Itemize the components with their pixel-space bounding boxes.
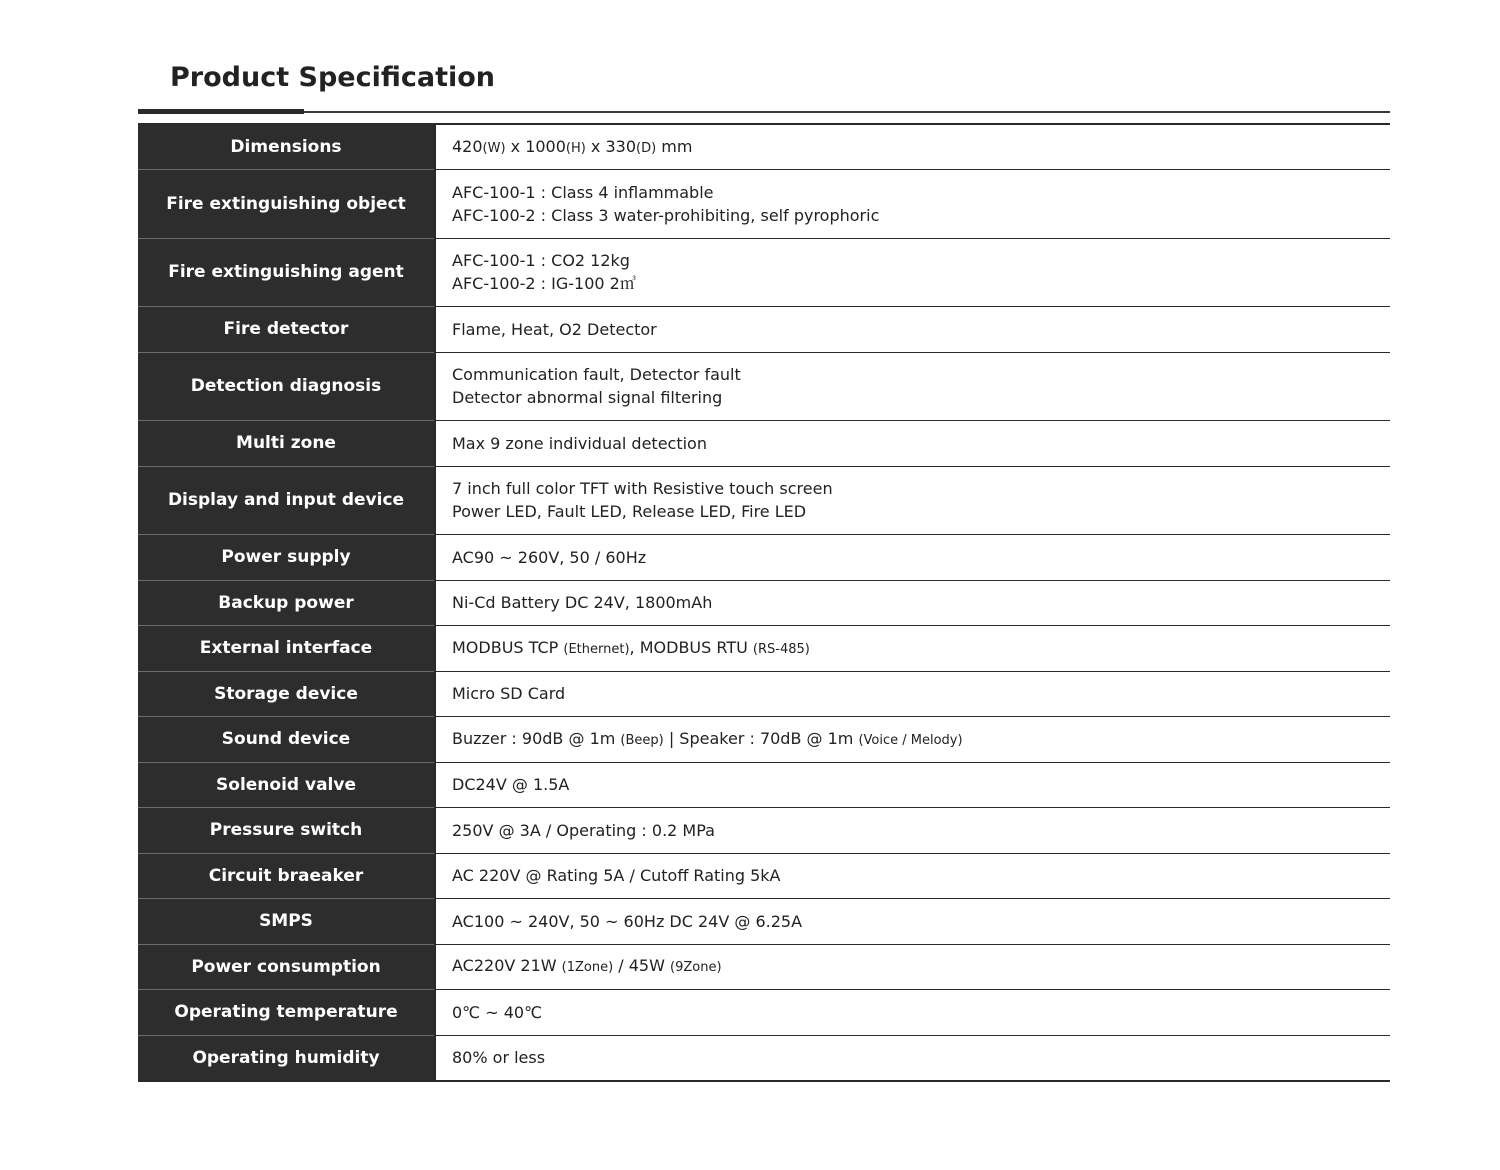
spec-value-text: DC24V @ 1.5A [452, 775, 570, 795]
spec-value-text: AFC-100-2 : Class 3 water-prohibiting, self pyrophoric [452, 205, 880, 225]
spec-row [138, 671, 1390, 717]
spec-value [435, 421, 1390, 467]
spec-value-line [452, 682, 1390, 705]
spec-value-text: , MODBUS RTU [629, 637, 753, 657]
spec-value [435, 626, 1390, 672]
spec-label: Circuit braeaker [138, 853, 435, 899]
spec-value [435, 352, 1390, 421]
spec-value [435, 1035, 1390, 1081]
title-accent-bar [138, 109, 304, 114]
spec-value [435, 944, 1390, 990]
spec-value-text: x 330 [585, 136, 637, 156]
spec-label: SMPS [138, 899, 435, 945]
spec-label: Fire extinguishing object [138, 170, 435, 239]
spec-value-text: 80% or less [452, 1048, 546, 1067]
spec-label: Sound device [138, 717, 435, 763]
spec-value-text: 7 inch full color TFT with Resistive touch screen [452, 479, 833, 499]
spec-value-note: (Ethernet) [563, 641, 630, 657]
spec-row [138, 1035, 1390, 1081]
spec-value-text: Detector abnormal signal filtering [452, 388, 723, 408]
spec-value [435, 580, 1390, 626]
spec-value-line [452, 181, 1390, 204]
spec-value-note: (Voice / Melody) [858, 732, 963, 748]
spec-value-text: Max 9 zone individual detection [452, 433, 707, 453]
spec-value [435, 808, 1390, 854]
spec-value-note: (9Zone) [670, 960, 722, 976]
spec-row [138, 853, 1390, 899]
spec-value-line [452, 636, 1390, 661]
spec-value-note: (W) [482, 140, 506, 156]
spec-value-line [452, 249, 1390, 272]
spec-value-note: (RS-485) [752, 641, 810, 657]
spec-value-line [452, 591, 1390, 614]
spec-row [138, 238, 1390, 307]
spec-row [138, 944, 1390, 990]
spec-value-text: AC90 ~ 260V, 50 / 60Hz [452, 547, 647, 567]
spec-row [138, 762, 1390, 808]
spec-row [138, 717, 1390, 763]
spec-value [435, 762, 1390, 808]
page-title: Product Specification [170, 62, 496, 93]
spec-row [138, 466, 1390, 535]
spec-value-text: AFC-100-1 : CO2 12kg [452, 251, 630, 271]
spec-value-text: Communication fault, Detector fault [452, 365, 741, 385]
spec-row [138, 535, 1390, 581]
spec-label: External interface [138, 626, 435, 672]
spec-value-line [452, 204, 1390, 227]
spec-value-text: AC 220V @ Rating 5A / Cutoff Rating 5kA [452, 866, 781, 886]
spec-value [435, 170, 1390, 239]
spec-value [435, 535, 1390, 581]
spec-value [435, 466, 1390, 535]
spec-row [138, 580, 1390, 626]
spec-value-line [452, 819, 1390, 842]
spec-row [138, 626, 1390, 672]
spec-value-text: AFC-100-1 : Class 4 inflammable [452, 182, 714, 202]
spec-value-line [452, 386, 1390, 409]
spec-value-line [452, 363, 1390, 386]
spec-value-line [452, 954, 1390, 979]
spec-label: Power consumption [138, 944, 435, 990]
spec-value-text: Ni-Cd Battery DC 24V, 1800mAh [452, 593, 713, 613]
spec-label: Fire extinguishing agent [138, 238, 435, 307]
spec-value-text: 0℃ ~ 40℃ [452, 1002, 543, 1022]
spec-value-note: (1Zone) [561, 960, 614, 976]
spec-label: Dimensions [138, 124, 435, 170]
spec-value-text: AC100 ~ 240V, 50 ~ 60Hz DC 24V @ 6.25A [452, 911, 803, 931]
spec-label: Storage device [138, 671, 435, 717]
spec-value-text: mm [656, 136, 693, 156]
spec-table [138, 123, 1390, 1082]
spec-value-text: / 45W [613, 956, 671, 976]
spec-value-text: AFC-100-2 : IG-100 2㎥ [452, 274, 636, 294]
spec-row [138, 808, 1390, 854]
spec-label: Solenoid valve [138, 762, 435, 808]
spec-value-line [452, 546, 1390, 569]
spec-value-note: (Beep) [620, 732, 664, 748]
spec-value [435, 899, 1390, 945]
spec-value-text: Power LED, Fault LED, Release LED, Fire LED [452, 502, 807, 522]
spec-table-body [138, 124, 1390, 1081]
spec-value-line [452, 1046, 1390, 1069]
spec-row [138, 170, 1390, 239]
spec-row [138, 124, 1390, 170]
spec-value-text: Flame, Heat, O2 Detector [452, 319, 657, 339]
spec-value-line [452, 773, 1390, 796]
spec-label: Pressure switch [138, 808, 435, 854]
spec-value-line [452, 910, 1390, 933]
spec-value [435, 307, 1390, 353]
spec-value-text: Micro SD Card [452, 684, 566, 704]
spec-value-line [452, 1001, 1390, 1024]
spec-label: Power supply [138, 535, 435, 581]
spec-value-line [452, 272, 1390, 295]
spec-value-line [452, 727, 1390, 752]
spec-label: Backup power [138, 580, 435, 626]
spec-value-note: (D) [636, 140, 657, 156]
spec-value-text: MODBUS TCP [452, 637, 564, 657]
spec-row [138, 990, 1390, 1036]
spec-label: Operating temperature [138, 990, 435, 1036]
spec-value [435, 990, 1390, 1036]
spec-value-text: 250V @ 3A / Operating : 0.2 MPa [452, 820, 715, 840]
spec-label: Detection diagnosis [138, 352, 435, 421]
spec-value-text: 420 [452, 136, 483, 156]
spec-row [138, 421, 1390, 467]
spec-value-line [452, 432, 1390, 455]
spec-value [435, 671, 1390, 717]
spec-value-text: Buzzer : 90dB @ 1m [452, 728, 621, 748]
spec-value-text: | Speaker : 70dB @ 1m [663, 728, 859, 748]
spec-value [435, 238, 1390, 307]
spec-row [138, 899, 1390, 945]
spec-value-line [452, 318, 1390, 341]
title-divider [138, 111, 1390, 113]
spec-value [435, 717, 1390, 763]
spec-label: Operating humidity [138, 1035, 435, 1081]
spec-row [138, 307, 1390, 353]
spec-label: Display and input device [138, 466, 435, 535]
spec-value-text: AC220V 21W [452, 956, 562, 976]
spec-value-line [452, 500, 1390, 523]
spec-row [138, 352, 1390, 421]
spec-value [435, 853, 1390, 899]
spec-value-line [452, 864, 1390, 887]
spec-label: Fire detector [138, 307, 435, 353]
spec-label: Multi zone [138, 421, 435, 467]
spec-value [435, 124, 1390, 170]
spec-value-line [452, 135, 1390, 160]
spec-value-text: x 1000 [505, 136, 566, 156]
spec-value-note: (H) [565, 140, 586, 156]
spec-value-line [452, 477, 1390, 500]
